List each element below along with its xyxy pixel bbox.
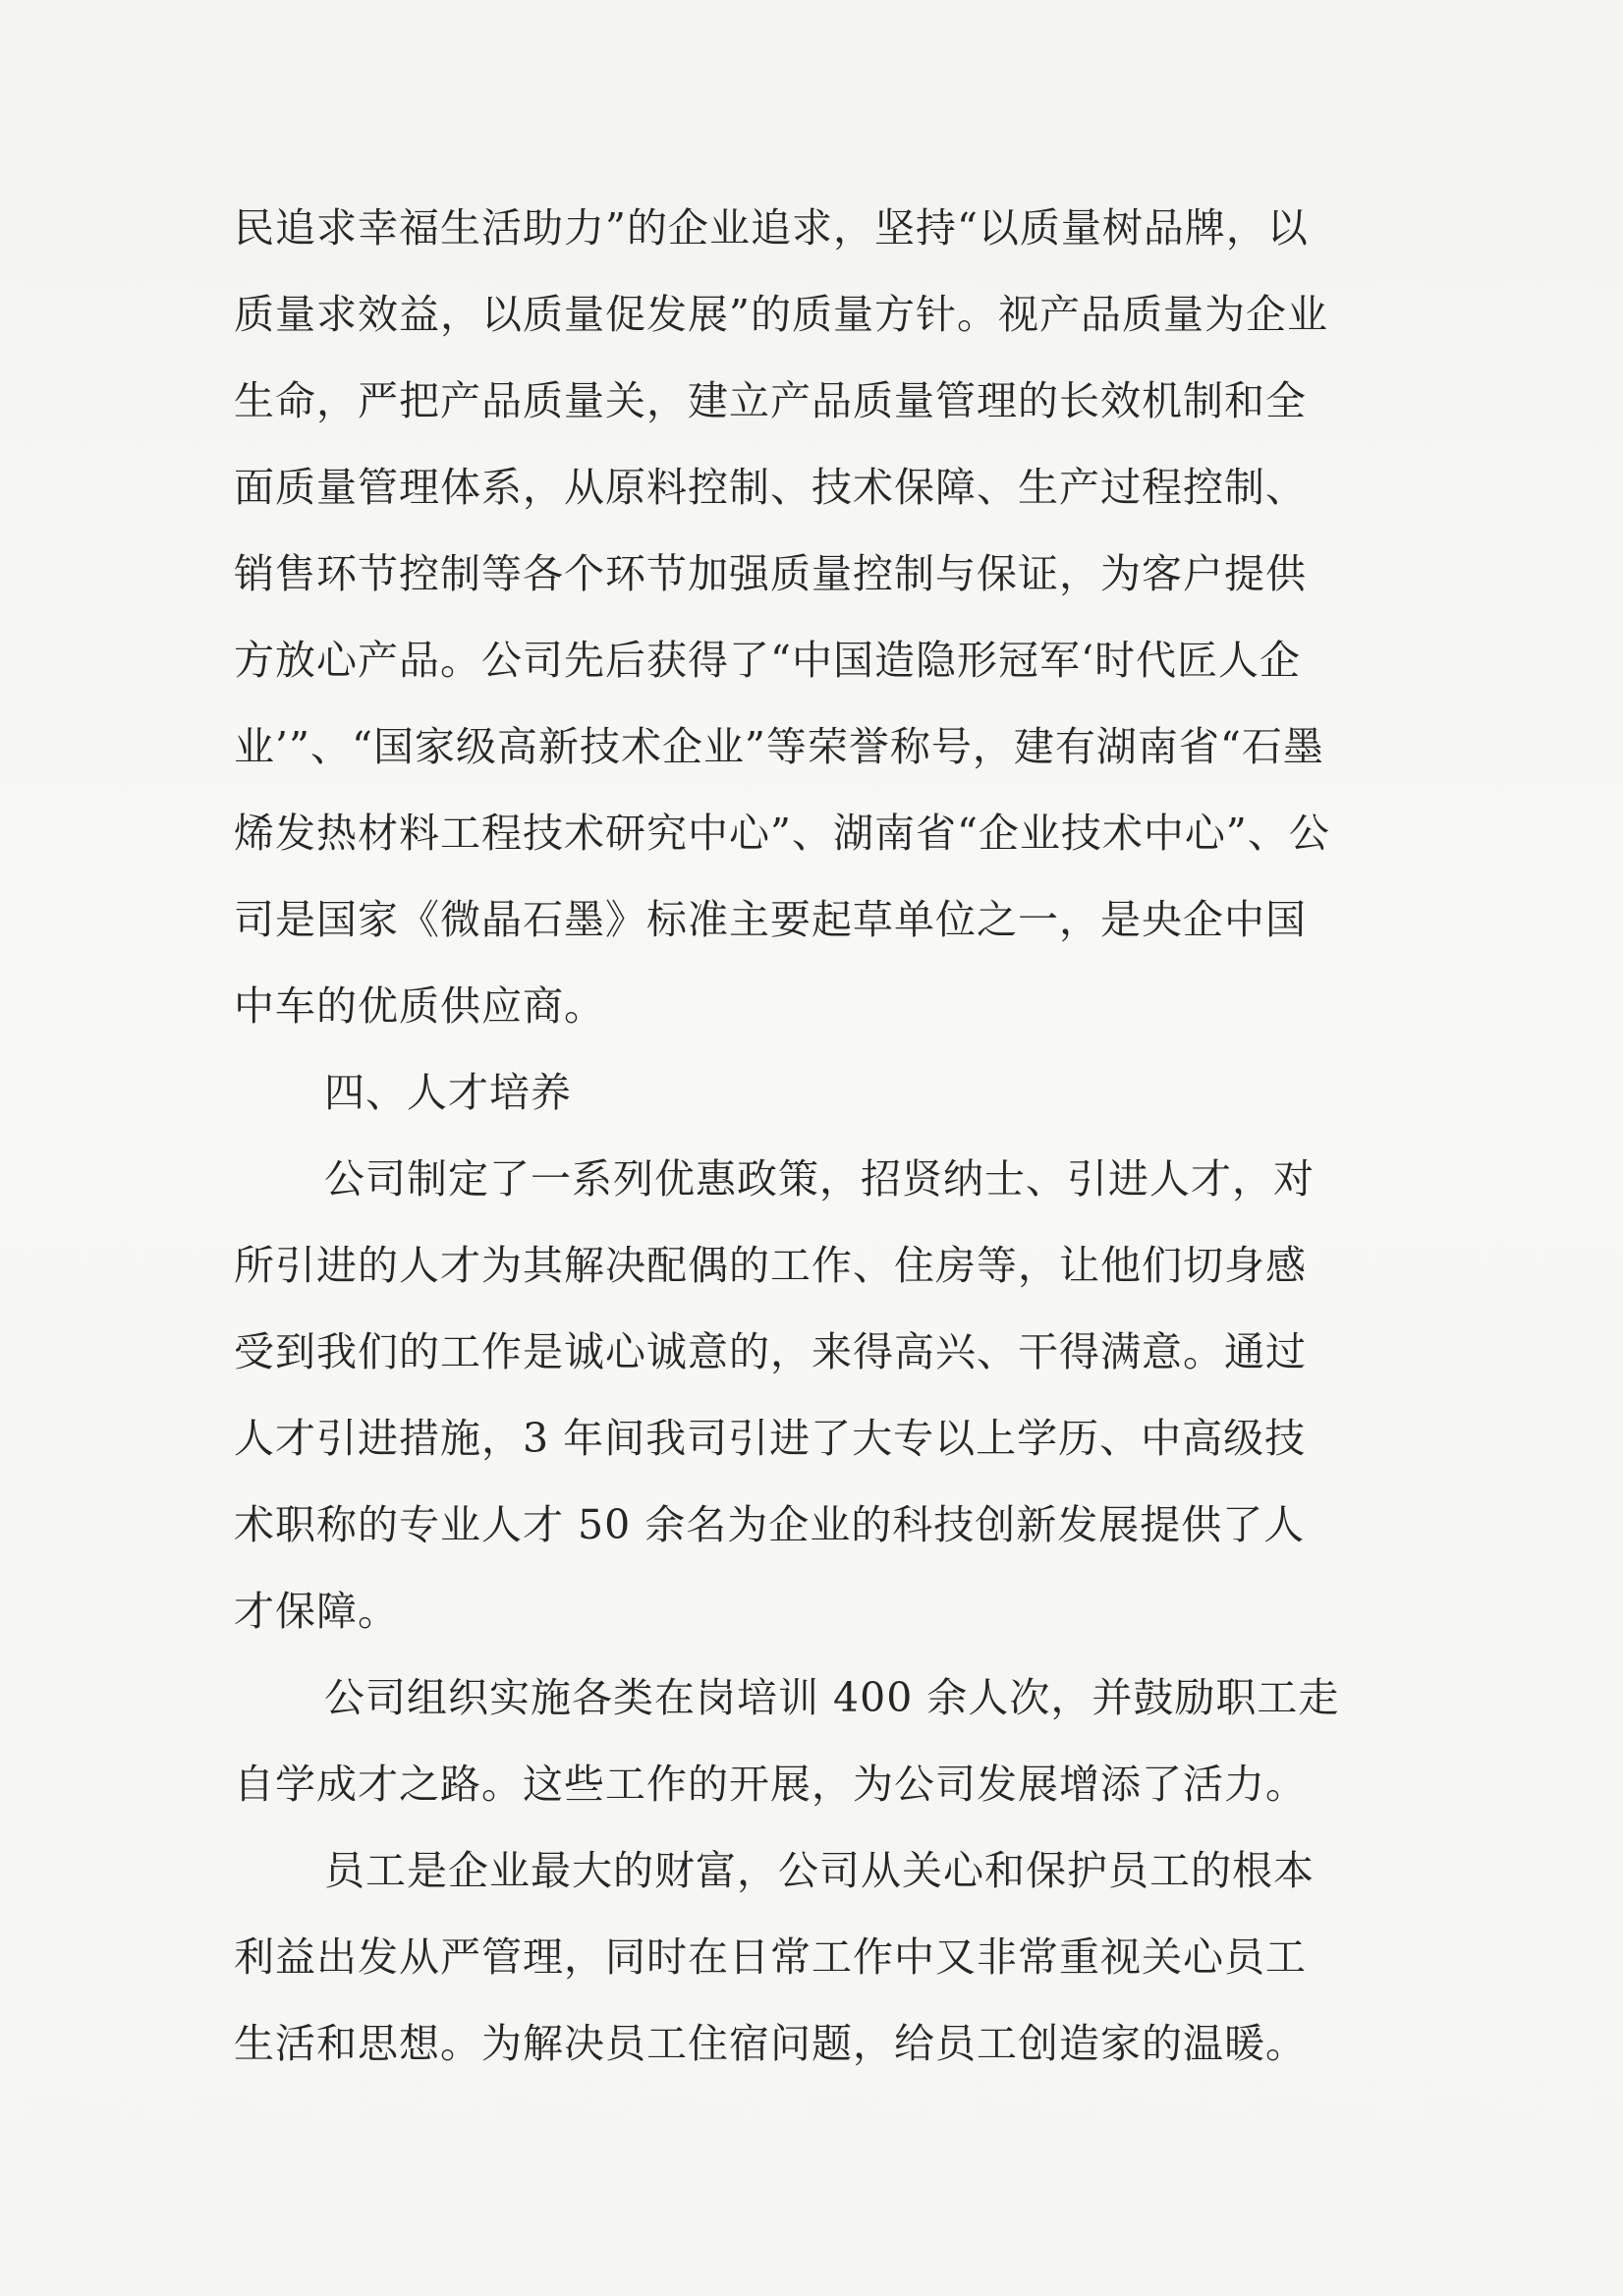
paragraph-quality [234, 185, 1398, 1049]
paragraph-talent-recruitment [234, 1136, 1398, 1654]
text-line: 民追求幸福生活助力”的企业追求，坚持“以质量树品牌，以 [234, 204, 1309, 252]
text-line: 烯发热材料工程技术研究中心”、湖南省“企业技术中心”、公 [234, 810, 1330, 857]
text-line: 公司组织实施各类在岗培训 400 余人次，并鼓励职工走 [324, 1674, 1340, 1721]
text-line: 业’”、“国家级高新技术企业”等荣誉称号，建有湖南省“石墨 [234, 723, 1324, 770]
section-heading: 四、人才培养 [324, 1069, 572, 1116]
text-line: 方放心产品。公司先后获得了“中国造隐形冠军‘时代匠人企 [234, 637, 1301, 684]
text-line: 中车的优质供应商。 [234, 982, 605, 1030]
text-line: 销售环节控制等各个环节加强质量控制与保证，为客户提供 [234, 550, 1307, 597]
text-line: 员工是企业最大的财富，公司从关心和保护员工的根本 [324, 1847, 1315, 1894]
text-line: 才保障。 [234, 1588, 399, 1635]
text-line: 面质量管理体系，从原料控制、技术保障、生产过程控制、 [234, 464, 1307, 511]
text-line: 质量求效益，以质量促发展”的质量方针。视产品质量为企业 [234, 291, 1328, 338]
text-line: 术职称的专业人才 50 余名为企业的科技创新发展提供了人 [234, 1501, 1306, 1548]
text-line: 司是国家《微晶石墨》标准主要起草单位之一，是央企中国 [234, 896, 1307, 943]
paragraph-employee-care [234, 1827, 1398, 2087]
text-line: 公司制定了一系列优惠政策，招贤纳士、引进人才，对 [324, 1155, 1315, 1203]
text-line: 利益出发从严管理，同时在日常工作中又非常重视关心员工 [234, 1933, 1307, 1981]
document-body [234, 185, 1398, 2087]
text-line: 生命，严把产品质量关，建立产品质量管理的长效机制和全 [234, 377, 1307, 424]
text-line: 生活和思想。为解决员工住宿问题，给员工创造家的温暖。 [234, 2020, 1307, 2067]
paragraph-training [234, 1654, 1398, 1827]
text-line: 受到我们的工作是诚心诚意的，来得高兴、干得满意。通过 [234, 1328, 1307, 1375]
text-line: 自学成才之路。这些工作的开展，为公司发展增添了活力。 [234, 1761, 1307, 1808]
text-line: 人才引进措施，3 年间我司引进了大专以上学历、中高级技 [234, 1415, 1307, 1462]
text-line: 所引进的人才为其解决配偶的工作、住房等，让他们切身感 [234, 1242, 1307, 1289]
